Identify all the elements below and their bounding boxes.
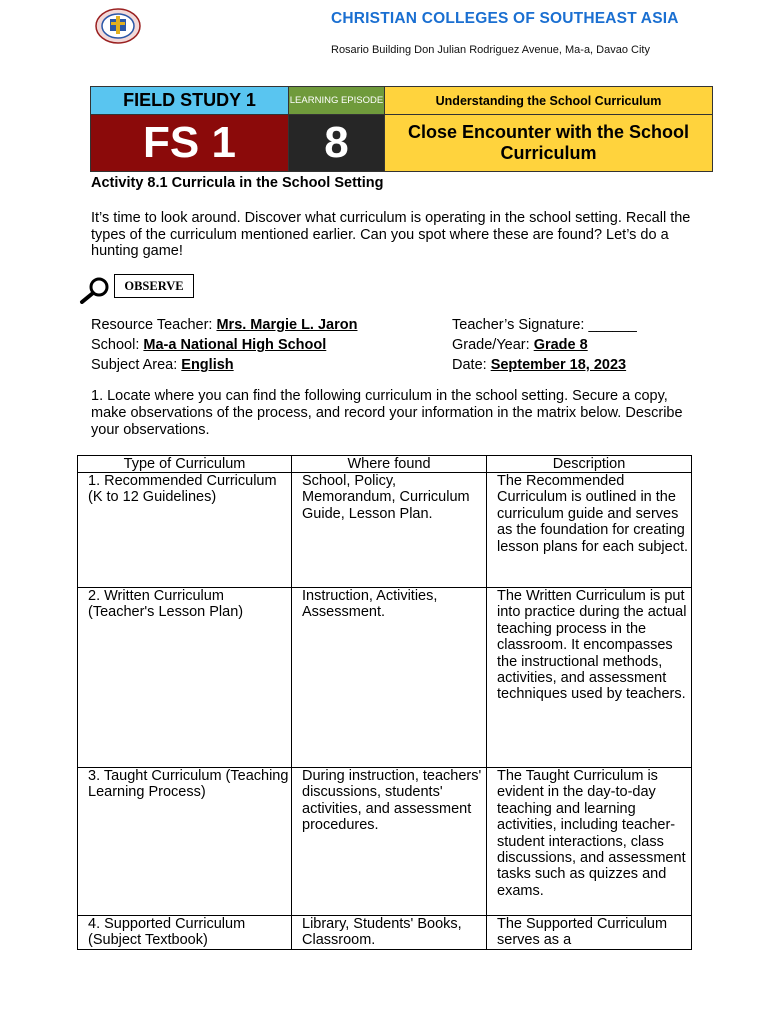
column-header: Description (487, 456, 692, 473)
resource-teacher-line (91, 317, 357, 333)
school-address: Rosario Building Don Julian Rodriguez Avenue, Ma-a, Davao City (331, 44, 650, 56)
field-study-label: FIELD STUDY 1 (91, 87, 289, 115)
field-study-banner (90, 86, 713, 172)
school-line (91, 337, 326, 353)
instruction-text: 1. Locate where you can find the following curriculum in the school setting. Secure a copy, make observations of the process, and record your information in the matrix below. Describe your observations. (91, 388, 683, 438)
episode-title: Close Encounter with the School Curriculum (385, 115, 712, 171)
table-cell: During instruction, teachers' discussions, students' activities, and assessment procedures. (292, 768, 487, 916)
signature-line (452, 317, 637, 333)
course-code: FS 1 (91, 115, 289, 171)
table-cell: The Written Curriculum is put into practice during the actual teaching process in the classroom. It encompasses the instructional methods, activities, and assessment techniques used by teachers. (487, 588, 692, 768)
topic-label: Understanding the School Curriculum (385, 87, 712, 115)
table-cell: 1. Recommended Curriculum (K to 12 Guidelines) (78, 473, 292, 588)
grade-year-value: Grade 8 (533, 337, 588, 353)
table-cell: The Supported Curriculum serves as a (487, 916, 692, 950)
table-cell: Instruction, Activities, Assessment. (292, 588, 487, 768)
table-cell: School, Policy, Memorandum, Curriculum Guide, Lesson Plan. (292, 473, 487, 588)
column-header: Where found (292, 456, 487, 473)
table-cell: 4. Supported Curriculum (Subject Textbook) (78, 916, 292, 950)
column-header: Type of Curriculum (78, 456, 292, 473)
signature-label: Teacher’s Signature: ______ (452, 317, 637, 333)
table-cell: Library, Students' Books, Classroom. (292, 916, 487, 950)
school-label: School: (91, 337, 144, 353)
table-cell: The Taught Curriculum is evident in the day-to-day teaching and learning activities, including teacher-student interactions, class discussions, and assessment tasks such as quizzes and exams. (487, 768, 692, 916)
subject-area-label: Subject Area: (91, 357, 182, 373)
grade-year-line (452, 337, 588, 353)
learning-episode-label: LEARNING EPISODE (289, 87, 385, 115)
activity-title: Activity 8.1 Curricula in the School Setting (91, 175, 384, 191)
subject-area-line (91, 357, 234, 373)
table-cell: The Recommended Curriculum is outlined in the curriculum guide and serves as the foundation for creating lesson plans for each subject. (487, 473, 692, 588)
school-name: CHRISTIAN COLLEGES OF SOUTHEAST ASIA (331, 10, 679, 27)
table-header-row (78, 456, 692, 473)
table-cell: 3. Taught Curriculum (Teaching Learning Process) (78, 768, 292, 916)
table-row (78, 916, 692, 950)
table-row (78, 473, 692, 588)
resource-teacher-value: Mrs. Margie L. Jaron (216, 317, 358, 333)
magnifier-icon (78, 274, 114, 304)
activity-intro: It’s time to look around. Discover what curriculum is operating in the school setting. Recall the types of the curriculum mentioned earlier. Can you spot where these are found? Let’s do a hunting game! (91, 210, 691, 259)
table-cell: 2. Written Curriculum (Teacher's Lesson Plan) (78, 588, 292, 768)
observe-label: OBSERVE (114, 274, 194, 298)
date-label: Date: (452, 357, 491, 373)
resource-teacher-label: Resource Teacher: (91, 317, 217, 333)
table-row (78, 588, 692, 768)
grade-year-label: Grade/Year: (452, 337, 534, 353)
date-value: September 18, 2023 (490, 357, 627, 373)
date-line (452, 357, 626, 373)
subject-area-value: English (181, 357, 234, 373)
table-row (78, 768, 692, 916)
school-value: Ma-a National High School (143, 337, 327, 353)
school-logo (95, 8, 141, 44)
curriculum-table (77, 455, 692, 950)
episode-number: 8 (289, 115, 385, 171)
